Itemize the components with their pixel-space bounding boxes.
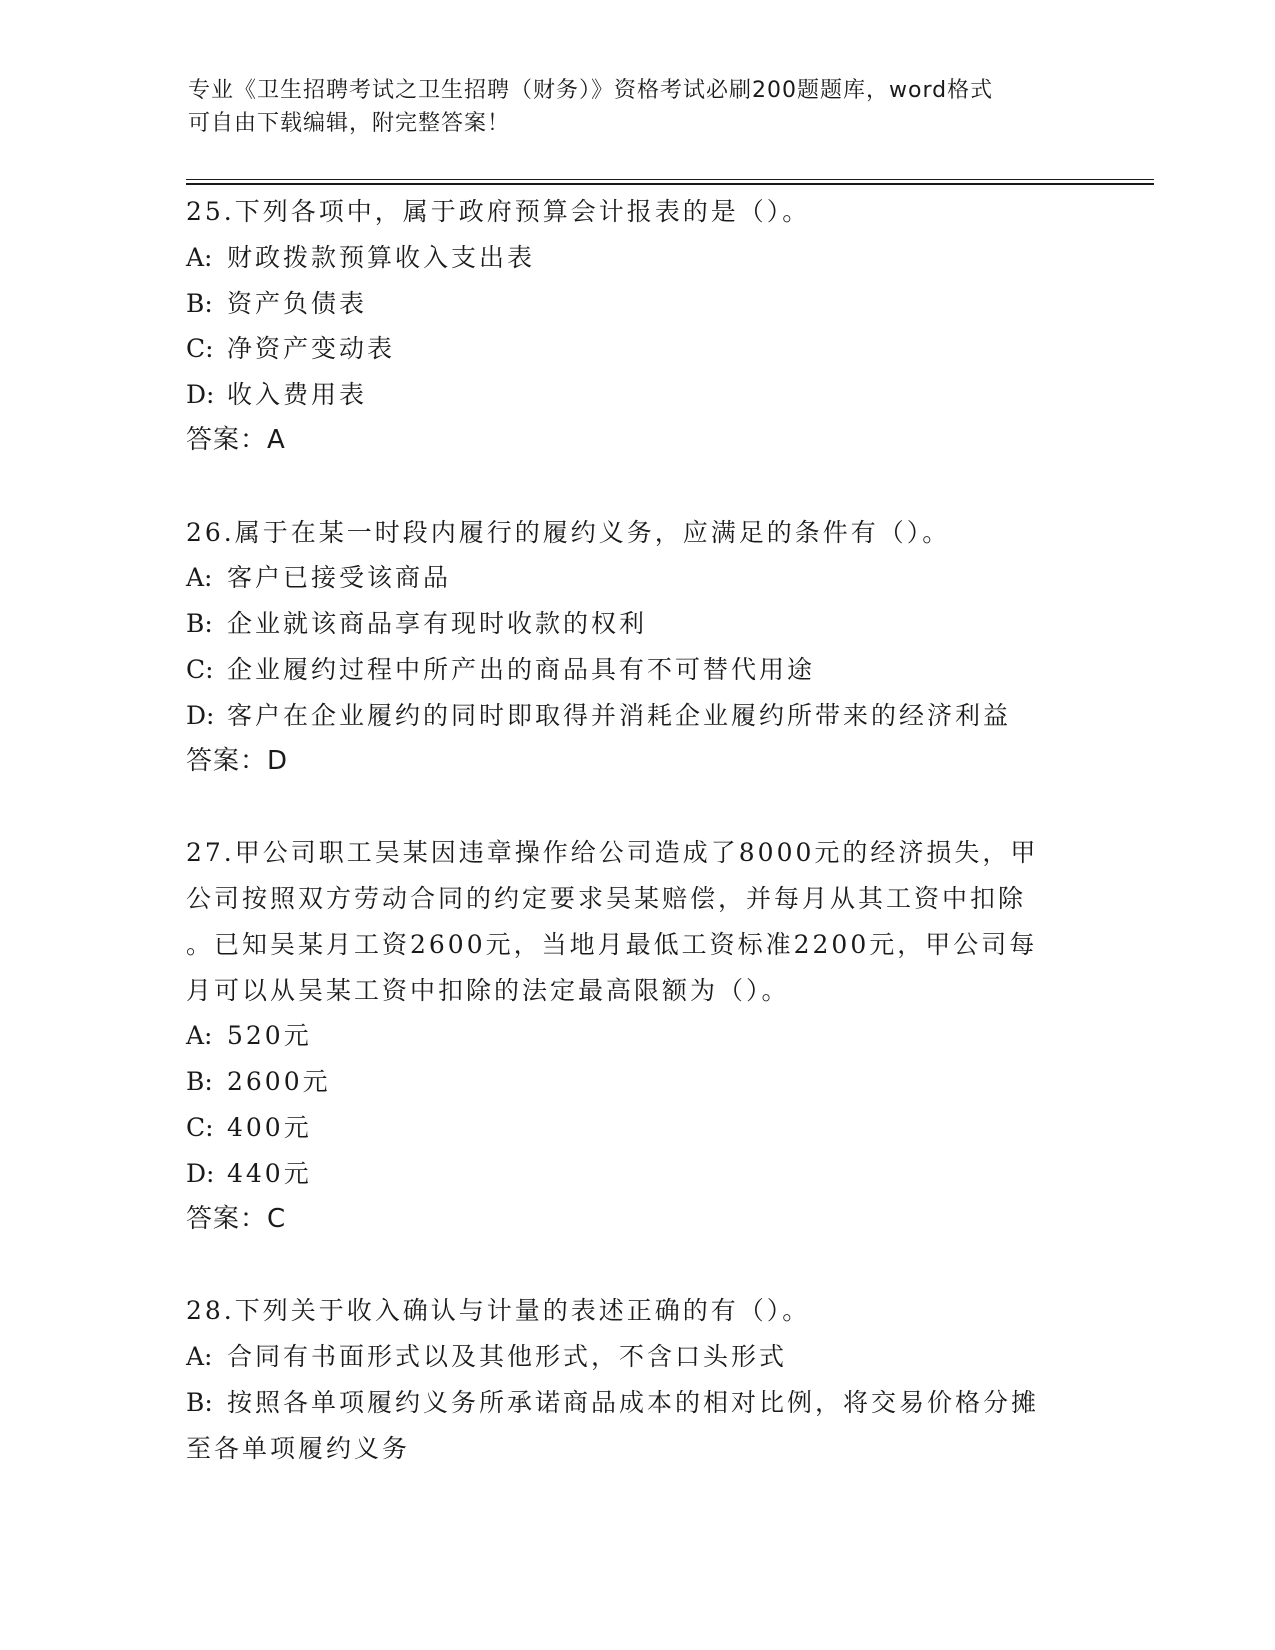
option-c [186, 1105, 1086, 1151]
option-a [186, 1334, 1086, 1380]
answer: 答案：A [186, 424, 286, 455]
option-label: B: [186, 609, 213, 639]
header-divider-thick [186, 183, 1154, 185]
option-a [186, 555, 1086, 601]
question-26 [186, 510, 1086, 785]
option-label: A: [186, 242, 213, 272]
header-line-1: 专业《卫生招聘考试之卫生招聘（财务）》资格考试必刷200题题库，word格式 [188, 78, 994, 103]
option-text: 2600元 [227, 1067, 331, 1097]
option-b [186, 1380, 1086, 1426]
option-text-continued: 至各单项履约义务 [186, 1433, 411, 1463]
option-text: 合同有书面形式以及其他形式，不含口头形式 [227, 1341, 788, 1371]
header-divider-thin [186, 179, 1154, 180]
question-27 [186, 830, 1086, 1242]
option-label: A: [186, 1021, 213, 1051]
option-b [186, 281, 1086, 327]
option-label: D: [186, 1158, 215, 1188]
option-c [186, 647, 1086, 693]
option-text: 净资产变动表 [227, 334, 396, 364]
option-label: B: [186, 1387, 213, 1417]
option-d [186, 1151, 1086, 1197]
document-header [188, 74, 1088, 140]
answer: 答案：D [186, 745, 289, 776]
question-stem-line: 月可以从吴某工资中扣除的法定最高限额为（）。 [186, 975, 790, 1005]
option-c [186, 326, 1086, 372]
option-b [186, 601, 1086, 647]
option-text: 企业履约过程中所产出的商品具有不可替代用途 [227, 654, 816, 684]
option-label: C: [186, 334, 214, 364]
question-28 [186, 1288, 1086, 1471]
option-a [186, 1013, 1086, 1059]
option-text: 财政拨款预算收入支出表 [227, 242, 536, 272]
option-a [186, 235, 1086, 281]
option-label: D: [186, 700, 215, 730]
question-stem: 28.下列关于收入确认与计量的表述正确的有（）。 [186, 1296, 811, 1326]
spacer [186, 464, 1086, 510]
option-label: C: [186, 1112, 214, 1142]
question-25 [186, 189, 1086, 464]
option-label: B: [186, 288, 213, 318]
option-text: 客户已接受该商品 [227, 563, 452, 593]
answer: 答案：C [186, 1203, 287, 1234]
question-stem-line: 27.甲公司职工吴某因违章操作给公司造成了8000元的经济损失，甲 [186, 838, 1039, 868]
option-b-continued [186, 1426, 1086, 1472]
option-b [186, 1059, 1086, 1105]
question-stem-line: 公司按照双方劳动合同的约定要求吴某赔偿，并每月从其工资中扣除 [186, 883, 1027, 913]
question-list [186, 189, 1086, 1471]
option-label: A: [186, 563, 213, 593]
option-text: 企业就该商品享有现时收款的权利 [227, 609, 648, 639]
option-text: 资产负债表 [227, 288, 368, 318]
header-line-2: 可自由下载编辑，附完整答案！ [188, 111, 511, 136]
question-stem: 26.属于在某一时段内履行的履约义务，应满足的条件有（）。 [186, 517, 951, 547]
spacer [186, 784, 1086, 830]
option-label: B: [186, 1067, 213, 1097]
option-text: 440元 [227, 1158, 312, 1188]
option-d [186, 372, 1086, 418]
option-text: 400元 [227, 1112, 312, 1142]
option-text: 客户在企业履约的同时即取得并消耗企业履约所带来的经济利益 [227, 700, 1012, 730]
question-stem-line: 。已知吴某月工资2600元，当地月最低工资标准2200元，甲公司每 [186, 929, 1038, 959]
option-d [186, 693, 1086, 739]
option-text: 520元 [227, 1021, 312, 1051]
option-label: A: [186, 1341, 213, 1371]
option-label: D: [186, 380, 215, 410]
spacer [186, 1242, 1086, 1288]
question-stem: 25.下列各项中，属于政府预算会计报表的是（）。 [186, 197, 811, 226]
option-label: C: [186, 654, 214, 684]
option-text: 按照各单项履约义务所承诺商品成本的相对比例，将交易价格分摊 [227, 1387, 1040, 1417]
option-text: 收入费用表 [227, 380, 368, 410]
